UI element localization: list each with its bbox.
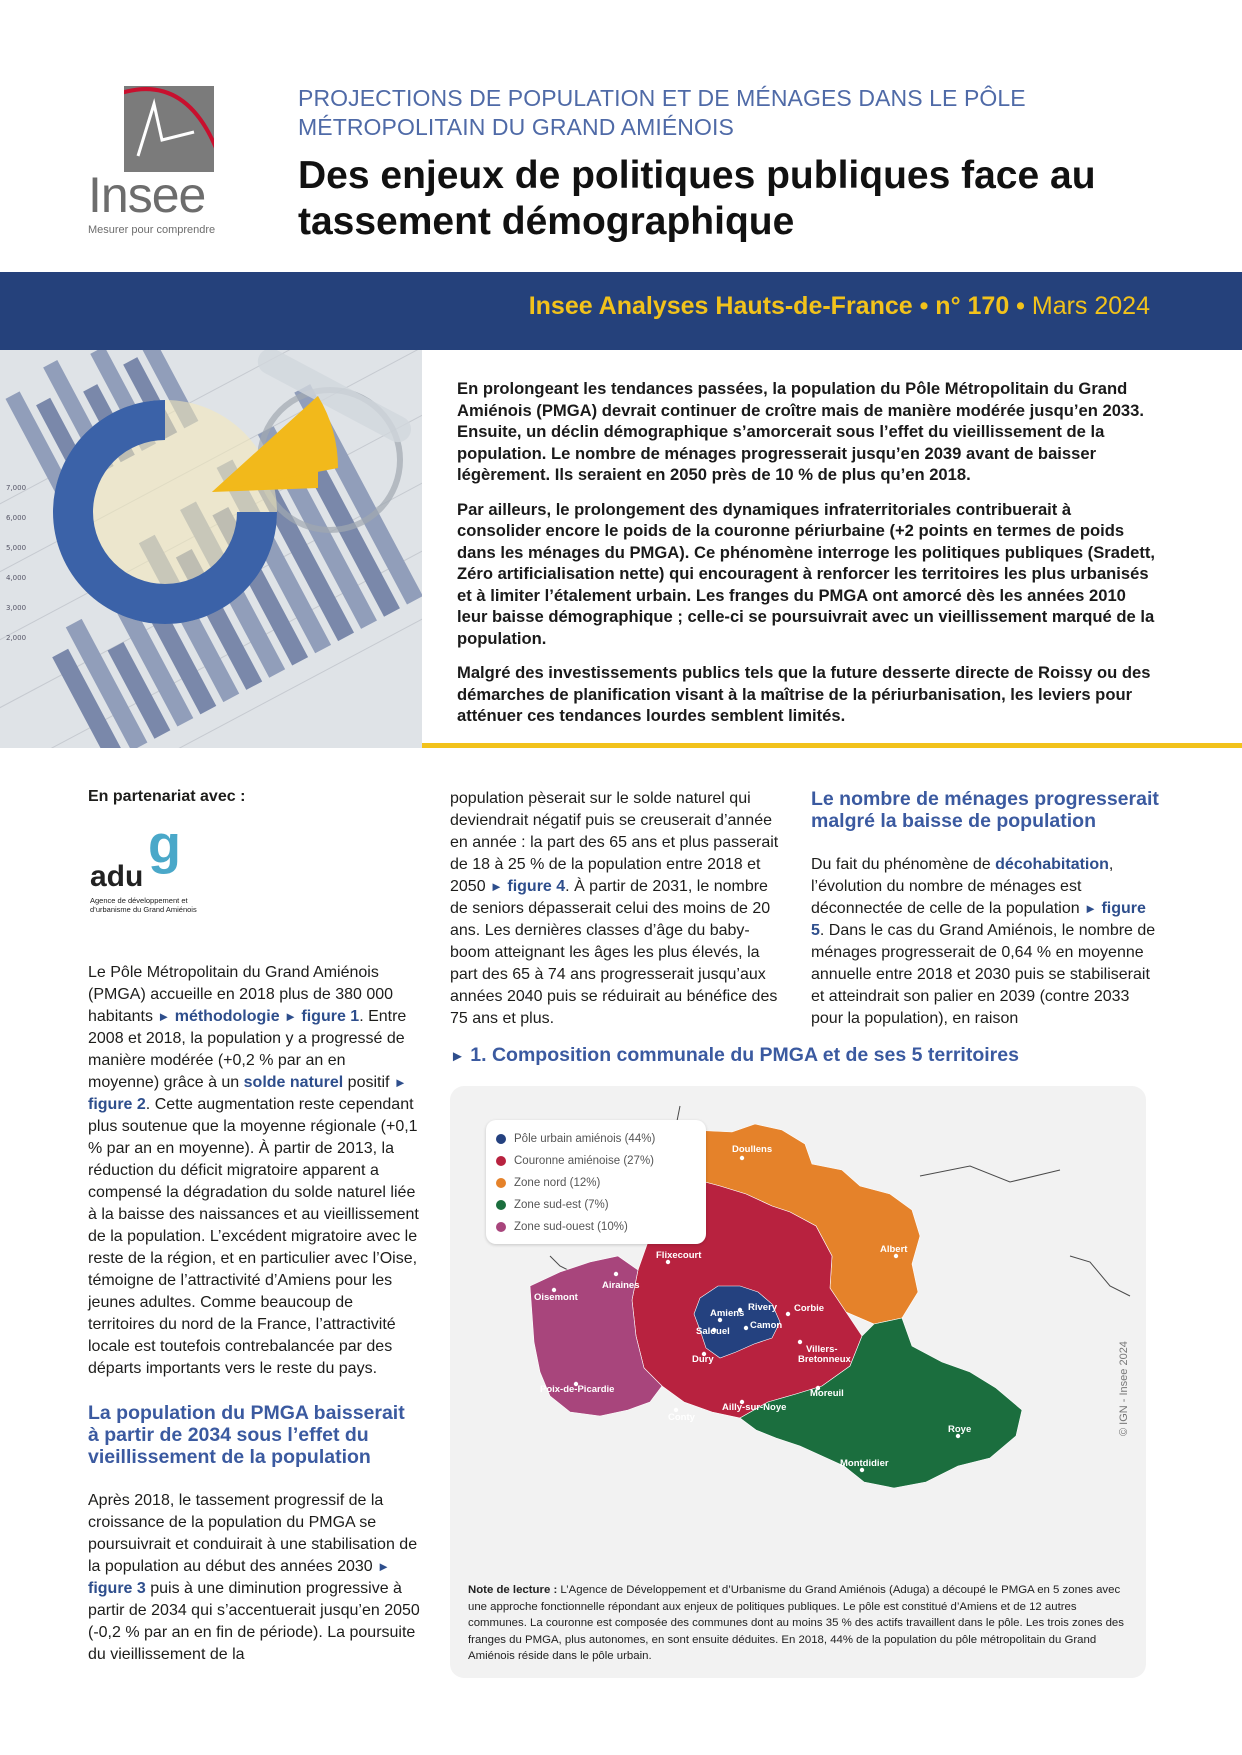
insee-logo-tagline: Mesurer pour comprendre <box>88 224 216 236</box>
city-label: Bretonneux <box>798 1354 851 1365</box>
link-figure-5[interactable]: figure 5 <box>811 900 1146 939</box>
city-label: Ailly-sur-Noye <box>722 1402 787 1413</box>
city-label: Camon <box>750 1320 783 1331</box>
arrow-icon: ► <box>377 1559 391 1574</box>
insee-logo-word: Insee <box>88 167 206 223</box>
city-label: Doullens <box>732 1144 773 1155</box>
publication-kicker: PROJECTIONS DE POPULATION ET DE MÉNAGES DANS LE PÔLE MÉTROPOLITAIN DU GRAND AMIÉNOIS <box>298 85 1026 140</box>
city-label: Roye <box>948 1424 972 1435</box>
body-paragraph: Le Pôle Métropolitain du Grand Amiénois (PMGA) accueille en 2018 plus de 380 000 habitants ► méthodologie ► figure 1. Entre 2008 et 2018, la population y a progressé de manière modérée (+0,2 % par an en moyenne) grâce à un solde naturel positif ► figure 2. Cette augmentation reste cependant plus soutenue que la moyenne régionale (+0,1 % par an en moyenne). À partir de 2013, la réduction du déficit migratoire apparent a compensé la dégradation du solde naturel liée à la baisse des naissances et au vieillissement de la population. L’excédent migratoire avec le reste de la région, et en particulier avec l’Oise, témoigne de l’attractivité d’Amiens pour les jeunes adultes. Comme beaucoup de territoires du nord de la France, l’attractivité locale est toutefois contrebalancée par des départs importants vers le reste du pays. <box>88 964 419 1377</box>
hero-chart-photo <box>0 350 422 748</box>
aduga-logo-caption: Agence de développement et d’urbanisme du Grand Amiénois <box>90 896 197 914</box>
city-label: Conty <box>668 1412 695 1423</box>
city-label: Poix-de-Picardie <box>540 1384 615 1395</box>
legend-swatch <box>496 1178 506 1188</box>
figure-title: ► 1. Composition communale du PMGA et de ses 5 territoires <box>450 1044 1019 1066</box>
arrow-icon: ► <box>490 879 503 894</box>
legend-swatch <box>496 1222 506 1232</box>
legend-swatch <box>496 1200 506 1210</box>
legend-item: Zone sud-ouest (10%) <box>496 1216 696 1238</box>
body-paragraph: Après 2018, le tassement progressif de la croissance de la population du PMGA se poursuivrait et conduirait à une stabilisation de la population au début des années 2030 ► figure 3 puis à une diminution progressive à partir de 2034 qui s’accentuerait jusqu’en 2050 (-0,2 % par an en fin de période). La poursuite du vieillissement de la <box>88 1492 420 1663</box>
keyword-solde-naturel[interactable]: solde naturel <box>243 1074 344 1091</box>
legend-item: Zone sud-est (7%) <box>496 1194 696 1216</box>
publication-date: Mars 2024 <box>1031 292 1150 320</box>
city-label: Rivery <box>748 1302 778 1313</box>
city-label: Dury <box>692 1354 714 1365</box>
svg-text:7,000: 7,000 <box>6 484 27 492</box>
map-copyright: © IGN - Insee 2024 <box>1118 1341 1130 1436</box>
svg-text:6,000: 6,000 <box>6 514 27 522</box>
legend-item: Zone nord (12%) <box>496 1172 696 1194</box>
legend-item: Pôle urbain amiénois (44%) <box>496 1128 696 1150</box>
reading-note-label: Note de lecture : <box>468 1584 558 1596</box>
series-name: Insee Analyses Hauts-de-France • n° 170 • <box>528 292 1025 320</box>
svg-text:5,000: 5,000 <box>6 544 27 552</box>
hero-illustration <box>0 350 422 748</box>
column-2 <box>450 788 784 1030</box>
series-label <box>529 292 1150 321</box>
city-label: Oisemont <box>534 1292 578 1303</box>
city-label: Flixecourt <box>656 1250 702 1261</box>
link-methodologie[interactable]: méthodologie <box>174 1008 280 1025</box>
series-band <box>0 272 1242 350</box>
arrow-icon: ► <box>450 1048 465 1065</box>
aduga-logo <box>88 815 208 918</box>
summary-paragraph: En prolongeant les tendances passées, la population du Pôle Métropolitain du Grand Amiénois (PMGA) devrait continuer de croître mais de manière modérée jusqu’en 2033. Ensuite, un déclin démographique s’amorcerait sous l’effet du vieillissement de la population. Le nombre de ménages progresserait jusqu’en 2039 avant de baisser légèrement. Ils seraient en 2050 près de 10 % de plus qu’en 2018. <box>457 379 1145 484</box>
city-label: Airaines <box>602 1280 640 1291</box>
map-legend <box>486 1120 706 1244</box>
arrow-icon: ► <box>1084 901 1097 916</box>
section-heading: La population du PMGA baisserait à partir de 2034 sous l’effet du vieillissement de la population <box>88 1402 405 1468</box>
city-label: Corbie <box>794 1303 825 1314</box>
section-heading: Le nombre de ménages progresserait malgré la baisse de population <box>811 788 1159 832</box>
keyword-decohabitation[interactable]: décohabitation <box>995 856 1109 873</box>
city-label: Amiens <box>710 1308 745 1319</box>
summary-rule <box>422 743 1242 748</box>
partner-label: En partenariat avec : <box>88 788 246 805</box>
legend-item: Couronne amiénoise (27%) <box>496 1150 696 1172</box>
aduga-logo-g: g <box>148 815 181 875</box>
city-label: Salouel <box>696 1326 730 1337</box>
reading-note <box>468 1582 1128 1665</box>
city-label: Albert <box>880 1244 908 1255</box>
map-context-border <box>1070 1256 1130 1296</box>
summary <box>457 378 1157 740</box>
insee-logo-mark <box>124 86 214 172</box>
svg-text:3,000: 3,000 <box>6 604 27 612</box>
link-figure-2[interactable]: figure 2 <box>88 1096 146 1113</box>
link-figure-1[interactable]: figure 1 <box>301 1008 360 1025</box>
figure-card <box>450 1086 1146 1678</box>
page-title: Des enjeux de politiques publiques face au tassement démographique <box>298 154 1096 243</box>
arrow-icon: ► <box>393 1075 407 1090</box>
column-1 <box>88 962 420 1666</box>
legend-swatch <box>496 1134 506 1144</box>
map-context-border <box>920 1166 1060 1182</box>
link-figure-3[interactable]: figure 3 <box>88 1580 146 1597</box>
summary-paragraph: Malgré des investissements publics tels que la future desserte directe de Roissy ou des démarches de planification visant à la maîtrise de la périurbanisation, les leviers pour atténuer ces tendances lourdes semblent limités. <box>457 663 1151 725</box>
insee-logo <box>88 86 218 236</box>
city-label: Villers- <box>806 1344 838 1355</box>
insee-logo-mark-icon <box>124 86 214 172</box>
summary-paragraph: Par ailleurs, le prolongement des dynamiques infraterritoriales contribuerait à consolider encore le poids de la couronne périurbaine (+2 points en termes de poids dans les ménages du PMGA). Ce phénomène interroge les politiques publiques (Sradett, Zéro artificialisation nette) qui encouragent à renforcer les territoires les plus urbanisés et à limiter l’étalement urbain. Les franges du PMGA ont amorcé dès les années 2010 leur baisse démographique ; celle-ci se poursuivrait avec un vieillissement marqué de la population. <box>457 499 1155 648</box>
arrow-icon: ► <box>157 1009 171 1024</box>
body-paragraph: population pèserait sur le solde naturel qui deviendrait négatif puis se creuserait d’année en année : la part des 65 ans et plus passerait de 18 à 25 % de la population entre 2018 et 2050 ► figure 4. À partir de 2031, le nombre de seniors dépasserait celui des moins de 20 ans. Les dernières classes d’âge du baby-boom atteignant les âges les plus élevés, la part des 65 à 74 ans progresserait jusqu’aux années 2040 puis se réduirait au bénéfice des 75 ans et plus. <box>450 790 779 1027</box>
svg-text:4,000: 4,000 <box>6 574 27 582</box>
arrow-icon: ► <box>284 1009 297 1024</box>
legend-swatch <box>496 1156 506 1166</box>
column-3 <box>811 788 1159 1030</box>
svg-text:2,000: 2,000 <box>6 634 27 642</box>
city-label: Moreuil <box>810 1388 844 1399</box>
link-figure-4[interactable]: figure 4 <box>507 878 566 895</box>
city-label: Montdidier <box>840 1458 889 1469</box>
reading-note-text: L’Agence de Développement et d’Urbanisme du Grand Amiénois (Aduga) a découpé le PMGA en 5 zones avec une approche fonctionnelle répondant aux enjeux de politiques publiques. Le pôle est constitué d’Amiens et de 12 autres communes. La couronne est composée des communes dont au moins 35 % des actifs travaillent dans le pôle. Les trois zones des franges du PMGA, plus autonomes, en sont ensuite déduites. En 2018, 44% de la population du pôle métropolitain du Grand Amiénois réside dans le pôle urbain. <box>468 1584 1124 1663</box>
body-paragraph: Du fait du phénomène de décohabitation, l’évolution du nombre de ménages est déconnectée de celle de la population ► figure 5. Dans le cas du Grand Amiénois, le nombre de ménages progresserait de 0,64 % en moyenne annuelle entre 2018 et 2030 puis se stabiliserait et atteindrait son palier en 2039 (contre 2033 pour la population), en raison <box>811 856 1156 1027</box>
aduga-logo-letters: adu <box>90 860 144 893</box>
